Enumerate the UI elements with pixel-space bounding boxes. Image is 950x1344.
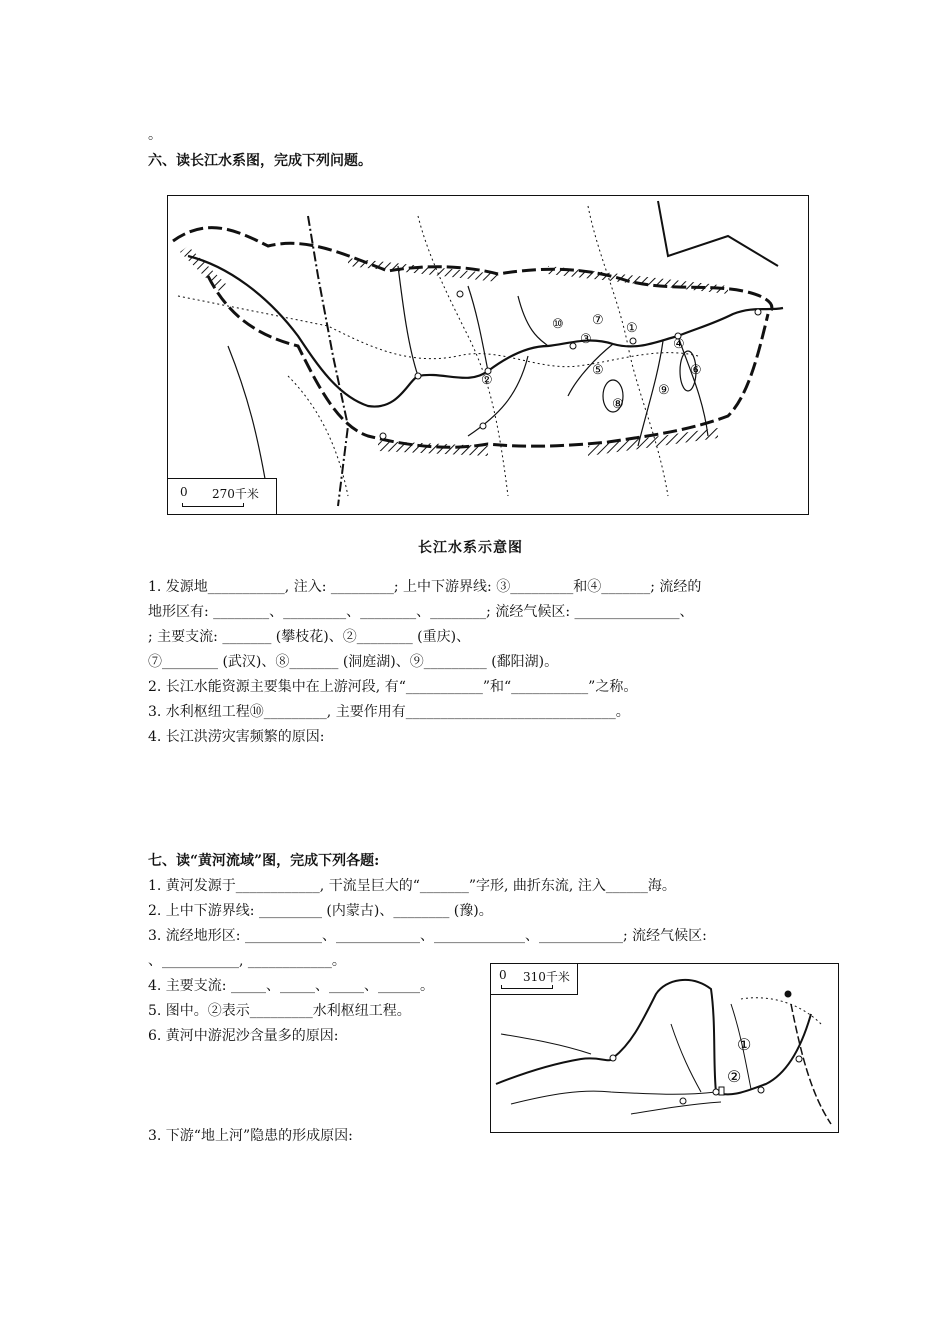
yangtze-scale-bar	[182, 503, 244, 507]
yellow-scale-distance: 310千米	[523, 970, 570, 984]
sec6-line-5: 2. 长江水能资源主要集中在上游河段, 有“___________”和“___________”之称。	[148, 679, 638, 695]
yangtze-label-5: ⑤	[592, 363, 604, 378]
yangtze-label-4: ④	[673, 337, 685, 352]
yangtze-label-1: ①	[626, 321, 638, 336]
yellow-label-1: ①	[737, 1035, 752, 1054]
yangtze-scale-zero: 0	[180, 485, 188, 499]
yangtze-label-3: ③	[580, 332, 592, 347]
sec6-line-1: 1. 发源地___________, 注入: _________; 上中下游界线: ③_________和④_______; 流经的	[148, 579, 702, 595]
section-7-title: 七、读“黄河流域”图，完成下列各题:	[148, 853, 380, 869]
yangtze-label-10: ⑩	[552, 317, 564, 332]
yangtze-label-6: ⑥	[690, 363, 702, 378]
sec6-line-6: 3. 水利枢纽工程⑩_________, 主要作用有______________________________。	[148, 704, 630, 720]
yangtze-scale-distance: 270千米	[212, 487, 259, 501]
sec7-line-2: 2. 上中下游界线: _________ (内蒙古)、________ (豫)。	[148, 903, 493, 919]
yellow-scale-bar	[501, 985, 553, 989]
yangtze-label-8: ⑧	[612, 397, 624, 412]
sec7-line-8: 3. 下游“地上河”隐患的形成原因:	[148, 1128, 353, 1144]
sec7-line-6: 5. 图中。②表示_________水利枢纽工程。	[148, 1003, 411, 1019]
sec7-line-3: 3. 流经地形区: ___________、____________、_____________、____________; 流经气候区:	[148, 928, 707, 944]
yangtze-label-9: ⑨	[658, 383, 670, 398]
yangtze-map	[167, 195, 809, 515]
yangtze-map-drawing	[168, 196, 808, 514]
sec6-line-7: 4. 长江洪涝灾害频繁的原因:	[148, 729, 325, 745]
yellow-scale-box	[491, 964, 578, 995]
yellow-label-2: ②	[727, 1067, 742, 1086]
sec7-line-1: 1. 黄河发源于____________, 干流呈巨大的“_______”字形, 曲折东流, 注入______海。	[148, 878, 676, 894]
sec7-line-5: 4. 主要支流: _____、_____、_____、______。	[148, 978, 434, 994]
yellow-river-map	[490, 963, 839, 1133]
sec6-line-3: ; 主要支流: _______ (攀枝花)、②________ (重庆)、	[148, 629, 471, 645]
yangtze-map-caption: 长江水系示意图	[418, 540, 523, 556]
section-6-title: 六、读长江水系图，完成下列问题。	[148, 153, 372, 169]
sec6-line-2: 地形区有: ________、_________、________、________; 流经气候区: _______________、	[148, 604, 694, 620]
sec7-line-4: 、___________, ____________。	[148, 953, 346, 969]
yangtze-scale-box	[168, 478, 277, 515]
sec6-line-4: ⑦________ (武汉)、⑧_______ (洞庭湖)、⑨_________ (鄱阳湖)。	[148, 654, 559, 670]
top-mark: 。	[148, 127, 162, 143]
yangtze-label-7: ⑦	[592, 313, 604, 328]
yangtze-label-2: ②	[481, 373, 493, 388]
sec7-line-7: 6. 黄河中游泥沙含量多的原因:	[148, 1028, 339, 1044]
yellow-scale-zero: 0	[499, 968, 507, 982]
